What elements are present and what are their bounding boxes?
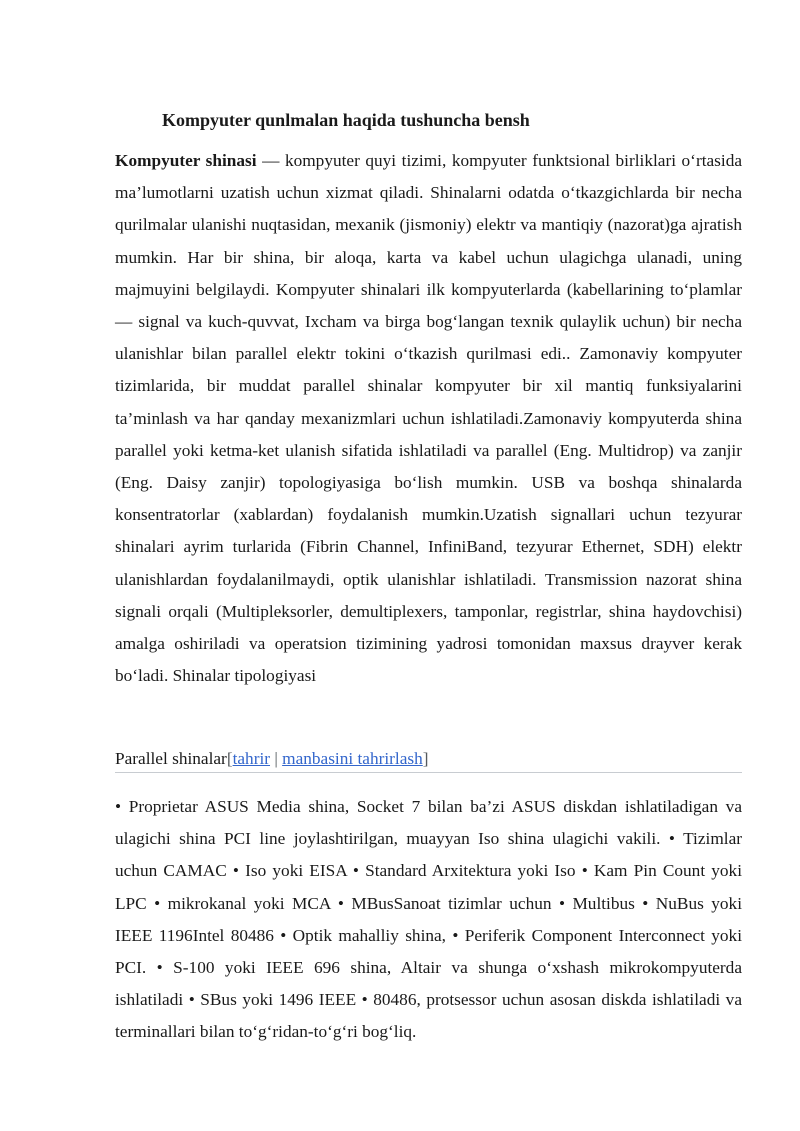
section-heading-parallel-buses (115, 746, 742, 773)
term-computer-bus: Kompyuter shinasi (115, 151, 257, 170)
section-heading-text: Parallel shinalar (115, 749, 227, 768)
edit-bracket-close: ] (422, 749, 429, 768)
edit-link[interactable]: tahrir (232, 749, 271, 768)
edit-separator: | (270, 749, 283, 768)
edit-bracket-open: [ (226, 749, 233, 768)
paragraph-computer-bus (115, 145, 742, 692)
paragraph-bus-list: • Proprietar ASUS Media shina, Socket 7 bilan ba’zi ASUS diskdan ishlatiladigan va ulagichi shina PCI line joylashtirilgan, muayyan Iso shina ulagichi vakili. • Tizimlar uchun CAMAC • Iso yoki EISA • Standard Arxitektura yoki Iso • Kam Pin Count yoki LPC • mikrokanal yoki MCA • MBusSanoat tizimlar uchun • Multibus • NuBus yoki IEEE 1196Intel 80486 • Optik mahalliy shina, • Periferik Component Interconnect yoki PCI. • S-100 yoki IEEE 696 shina, Altair va shunga o‘xshash mikrokompyuterda ishlatiladi • SBus yoki 1496 IEEE • 80486, protsessor uchun asosan diskda ishlatiladi va terminallari bilan to‘g‘ridan-to‘g‘ri bog‘liq. (115, 797, 742, 1042)
edit-source-link[interactable]: manbasini tahrirlash (282, 749, 423, 768)
document-title: Kompyuter qunlmalan haqida tushuncha bensh (162, 110, 530, 130)
paragraph-text: — kompyuter quyi tizimi, kompyuter funktsional birliklari o‘rtasida ma’lumotlarni uzatish uchun xizmat qiladi. Shinalarni odatda o‘tkazgichlarda bir necha qurilmalar ulanishi nuqtasidan, mexanik (jismoniy) elektr va mantiqiy (nazorat)ga ajratish mumkin. Har bir shina, bir aloqa, karta va kabel uchun ulagichga ulanadi, uning majmuyini belgilaydi. Kompyuter shinalari ilk kompyuterlarda (kabellarining to‘plamlar — signal va kuch-quvvat, Ixcham va birga bog‘langan texnik qulaylik uchun) bir necha ulanishlar bilan parallel elektr tokini o‘tkazish qurilmasi edi.. Zamonaviy kompyuter tizimlarida, bir muddat parallel shinalar kompyuter bir xil mantiq funksiyalarini ta’minlash va har qanday mexanizmlari uchun ishlatiladi.Zamonaviy kompyuterda shina parallel yoki ketma-ket ulanish sifatida ishlatiladi va parallel (Eng. Multidrop) va zanjir (Eng. Daisy zanjir) topologiyasiga bo‘lish mumkin. USB va boshqa shinalarda konsentratorlar (xablardan) foydalanish mumkin.Uzatish signallari uchun tezyurar shinalari ayrim turlarida (Fibrin Channel, InfiniBand, tezyurar Ethernet, SDH) elektr ulanishlardan foydalanilmaydi, optik ulanishlar ishlatiladi. Transmission nazorat shina signali orqali (Multipleksorler, demultiplexers, tamponlar, registrlar, shina haydovchisi) amalga oshiriladi va operatsion tizimining yadrosi tomonidan maxsus drayver kerak bo‘ladi. Shinalar tipologiyasi (115, 151, 743, 686)
